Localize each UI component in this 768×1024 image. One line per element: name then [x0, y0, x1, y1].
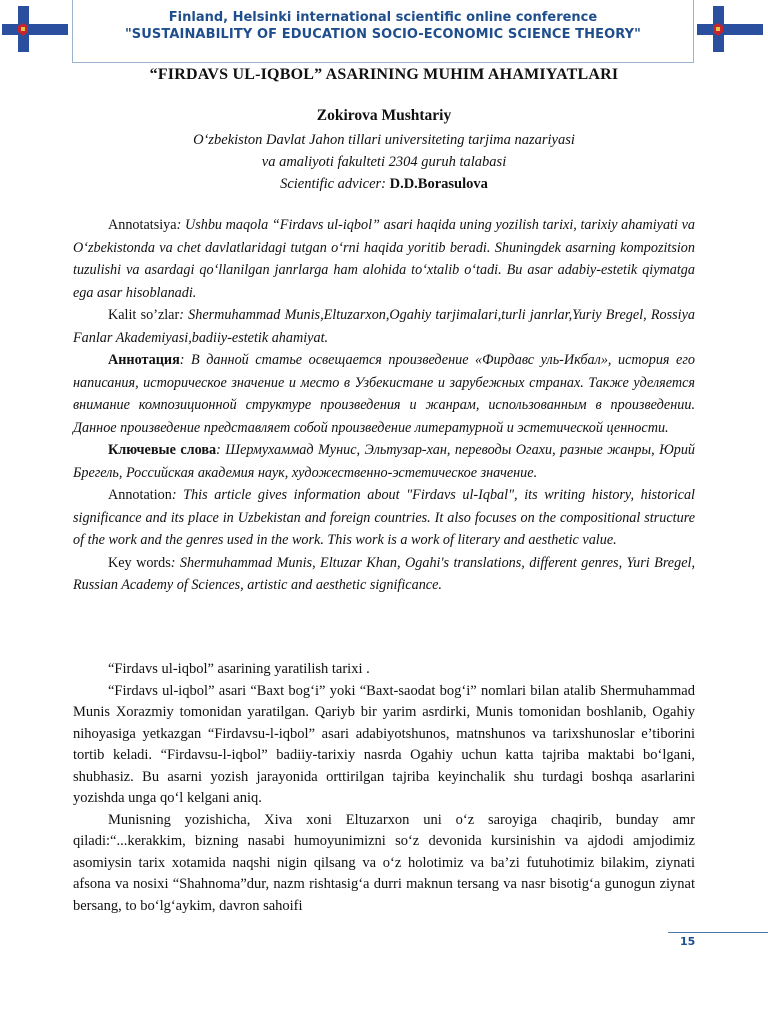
keywords-ru-text: : Шермухаммад Мунис, Эльтузар-хан, переводы Огахи, разные жанры, Юрий Брегель, Российская академия наук, художественно-эстетическое значение. — [73, 442, 696, 481]
abstract-en — [73, 484, 695, 552]
body-paragraph: “Firdavs ul-iqbol” asari “Baxt bog‘i” yoki “Baxt-saodat bog‘i” nomlari bilan atalib Shermuhammad Munis Xorazmiy tomonidan yaratilgan. Qariyb bir yarim asrdirki, Munis tomonidan boshlanib, Ogahiy nihoyasiga yetkazgan “Firdavsu-l-iqbol” asari adabiyotshunos, matnshunos va tarixshunoslar e’tiborini tortib keladi. “Firdavsu-l-iqbol” badiiy-tarixiy nasrda Ogahiy uchun katta tajriba maktabi bo‘lgani, shubhasiz. Bu asarni yozish jarayonida orttirilgan tajriba keyinchalik shu turdagi boshqa asarlarini yozishda unga qo‘l kelgani aniq. — [73, 682, 695, 806]
keywords-ru — [73, 439, 695, 484]
conference-header — [72, 0, 694, 63]
abstract-uz — [73, 214, 695, 304]
finland-flag-icon — [2, 6, 68, 52]
page-number: 15 — [680, 935, 696, 948]
article-title: “FIRDAVS UL-IQBOL” ASARINING MUHIM AHAMIYATLARI — [149, 66, 619, 83]
abstract-ru — [73, 349, 695, 439]
abstract-ru-label: Аннотация — [108, 352, 180, 368]
advisor-label: Scientific advicer: — [280, 176, 390, 192]
keywords-en — [73, 552, 695, 597]
footer-rule — [668, 932, 768, 933]
affiliation-line-2: va amaliyoti fakulteti 2304 guruh talabasi — [261, 154, 507, 170]
conference-theme: "SUSTAINABILITY OF EDUCATION SOCIO-ECONOMIC SCIENCE THEORY" — [124, 27, 642, 42]
abstract-ru-text: : В данной статье освещается произведение «Фирдавс уль-Икбал», история его написания, историческое значение и место в Узбекистане и зарубежных странах. Также уделяется внимание композиционной структуре произведения и жанрам, использованным в произведении. Данное произведение представляет собой произведение литературной и эстетической ценности. — [73, 352, 695, 436]
keywords-en-label: Key words — [108, 554, 171, 571]
abstracts-section — [73, 214, 695, 597]
body-paragraph: Munisning yozishicha, Xiva xoni Eltuzarxon uni o‘z saroyiga chaqirib, bunday amr qiladi:“...kerakkim, bizning nasabi humoyunimizni so‘z devonida kursinishin va ajdodi amjodimiz asomiysin tarix xotamida naqshi nigin qilsang va o‘z holotimiz va ba’zi futuhotimiz bilakim, ziynati afsona va nosixi “Shahnoma”dur, nazm rishtasig‘a durri maknun tersang va nasr bisotig‘a gunogun ziynat bersang, to bo‘lg‘aykim, davron sahoifi — [73, 811, 695, 914]
keywords-en-text: : Shermuhammad Munis, Eltuzar Khan, Ogahi's translations, different genres, Yuri Bregel, Russian Academy of Sciences, artistic and aesthetic significance. — [73, 554, 695, 593]
advisor-line — [73, 173, 695, 195]
finland-flag-icon — [697, 6, 763, 52]
author-name: Zokirova Mushtariy — [316, 107, 452, 124]
keywords-uz-label: Kalit so’zlar — [108, 307, 180, 323]
section-heading: “Firdavs ul-iqbol” asarining yaratilish tarixi . — [108, 661, 370, 677]
abstract-en-label: Annotation — [108, 487, 172, 503]
author-affiliation — [73, 129, 695, 195]
affiliation-line-1: O‘zbekiston Davlat Jahon tillari universiteting tarjima nazariyasi — [193, 132, 575, 148]
advisor-name: D.D.Borasulova — [389, 176, 488, 192]
keywords-ru-label: Ключевые слова — [108, 442, 217, 458]
abstract-uz-text: : Ushbu maqola “Firdavs ul-iqbol” asari haqida uning yozilish tarixi, tarixiy ahamiyati va O‘zbekistonda va chet davlatlaridagi tutgan o‘rni haqida yoritib beradi. Shuningdek asarning kompozitsion tuzulishi va asardagi qo‘llanilgan janrlarga ham alohida to‘xtalib o‘tadi. Bu asar adabiy-estetik qiymatga ega asar hisoblanadi. — [73, 217, 695, 301]
keywords-uz — [73, 304, 695, 349]
keywords-uz-text: : Shermuhammad Munis,Eltuzarxon,Ogahiy tarjimalari,turli janrlar,Yuriy Bregel, Rossiya Fanlar Akademiyasi,badiiy-estetik ahamiyat. — [73, 307, 695, 346]
main-body — [73, 659, 695, 917]
conference-name: Finland, Helsinki international scientific online conference — [168, 10, 598, 25]
abstract-uz-label: Annotatsiya — [108, 217, 177, 233]
abstract-en-text: : This article gives information about "Firdavs ul-Iqbal", its writing history, historical significance and its place in Uzbekistan and foreign countries. It also focuses on the compositional structure of the work and the genres used in the work. This work is a work of literary and aesthetic value. — [73, 487, 695, 548]
